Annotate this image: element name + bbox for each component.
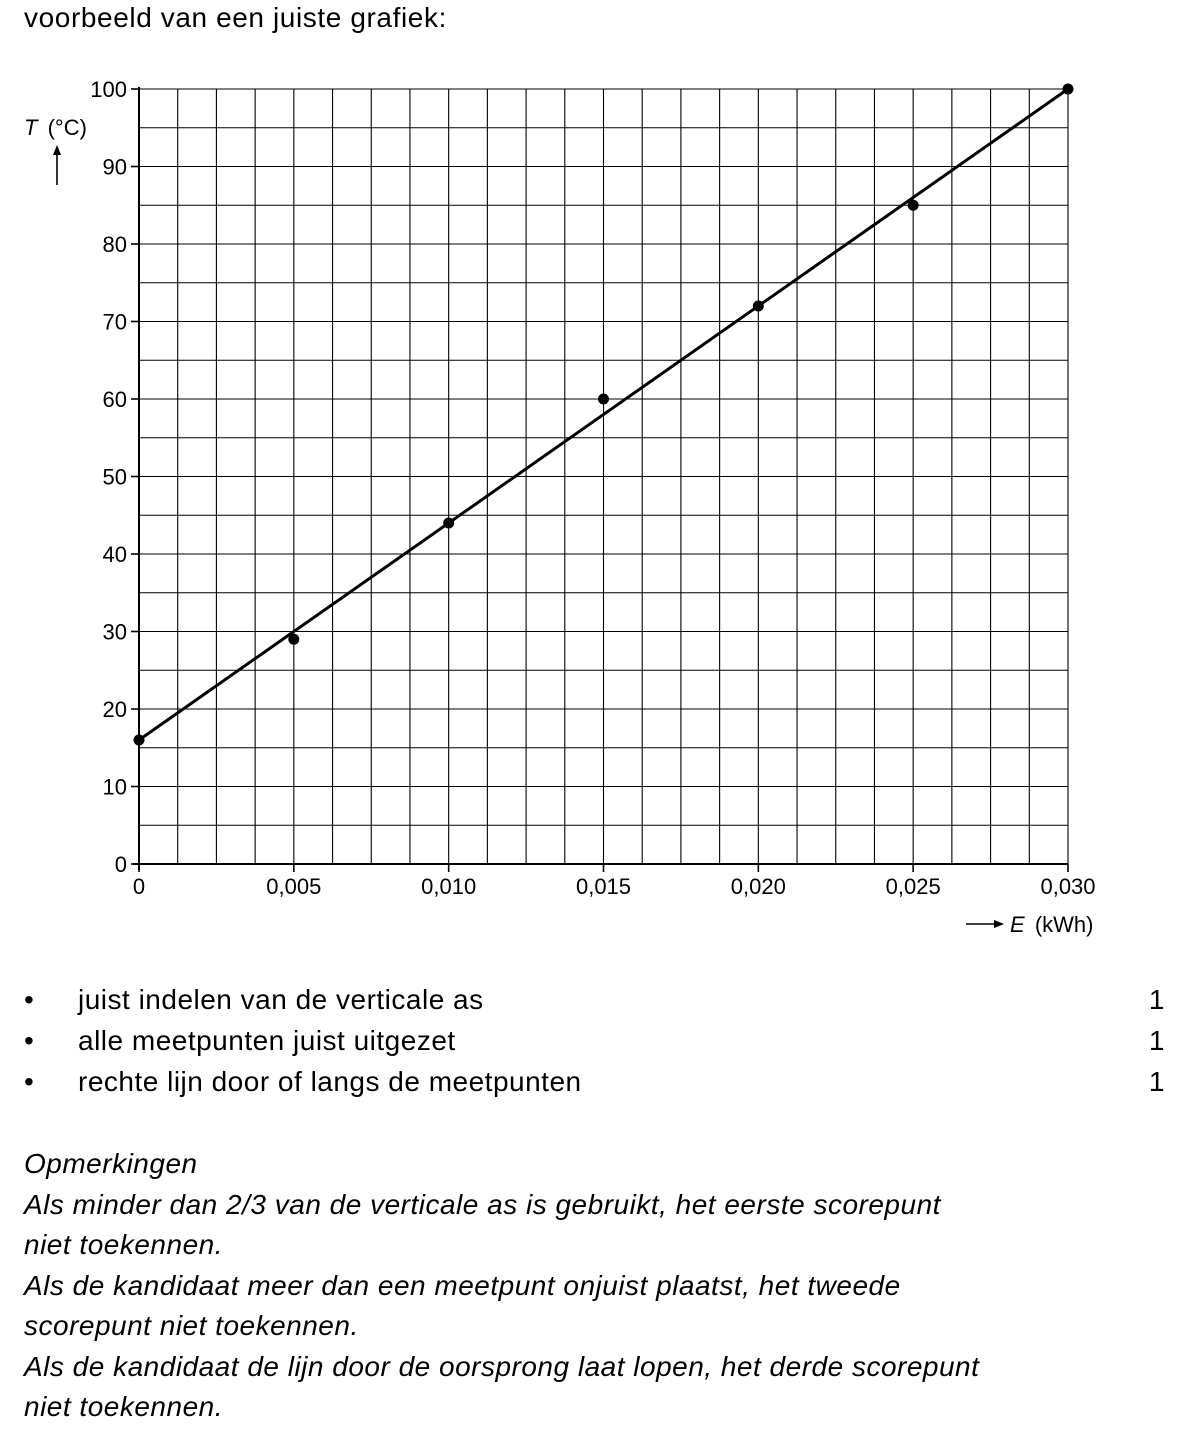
remark-line: Als de kandidaat de lijn door de oorsprong laat lopen, het derde scorepunt <box>24 1350 980 1382</box>
remark-line: Als minder dan 2/3 van de verticale as is gebruikt, het eerste scorepunt <box>24 1188 941 1220</box>
x-tick-label: 0,025 <box>885 874 941 899</box>
y-axis-arrow-icon <box>53 145 61 185</box>
remarks-section <box>24 1144 1144 1428</box>
criterion-row <box>0 1066 1181 1106</box>
bullet: • <box>24 1025 35 1056</box>
intro-text: voorbeeld van een juiste grafiek: <box>24 2 447 33</box>
y-tick-label: 10 <box>102 774 127 800</box>
x-axis-symbol: E <box>1010 912 1025 937</box>
y-tick-label: 50 <box>102 464 127 490</box>
y-axis-unit: (°C) <box>47 115 87 140</box>
criterion-points: 1 <box>1148 984 1165 1015</box>
criterion-points: 1 <box>1148 1025 1165 1056</box>
criterion-text: alle meetpunten juist uitgezet <box>78 1025 456 1056</box>
y-tick-label: 90 <box>102 154 127 180</box>
y-tick-label: 80 <box>102 232 127 257</box>
y-tick-label: 0 <box>114 852 127 877</box>
data-point <box>134 735 145 746</box>
bullet: • <box>24 1066 35 1097</box>
y-tick-label: 60 <box>102 387 127 412</box>
chart-axes <box>133 87 1068 870</box>
y-tick-labels <box>90 77 139 877</box>
remark-line: niet toekennen. <box>24 1391 223 1422</box>
y-tick-label: 30 <box>102 619 127 645</box>
data-point <box>598 394 609 405</box>
criterion-text: rechte lijn door of langs de meetpunten <box>78 1066 582 1097</box>
y-tick-label: 100 <box>90 77 127 102</box>
x-axis-label <box>1010 912 1093 937</box>
x-axis-arrow-icon <box>966 920 1004 928</box>
y-axis-symbol: T <box>24 115 38 140</box>
x-tick-label: 0,005 <box>266 874 322 899</box>
x-tick-label: 0,010 <box>421 874 477 899</box>
x-tick-label: 0 <box>132 874 146 899</box>
remark-line: niet toekennen. <box>24 1229 223 1260</box>
data-point <box>908 200 919 211</box>
data-point <box>443 518 454 529</box>
criterion-row <box>0 984 1181 1024</box>
y-axis-label <box>24 115 87 140</box>
x-tick-label: 0,030 <box>1040 874 1096 899</box>
x-tick-labels <box>133 864 1096 899</box>
remark-line: scorepunt niet toekennen. <box>24 1310 359 1341</box>
data-point <box>1063 84 1074 95</box>
criterion-points: 1 <box>1148 1066 1165 1097</box>
x-tick-label: 0,020 <box>730 874 786 899</box>
y-tick-label: 20 <box>102 697 127 722</box>
x-axis-unit: (kWh) <box>1034 912 1094 937</box>
y-tick-label: 70 <box>102 309 127 335</box>
bullet: • <box>24 984 35 1015</box>
x-tick-label: 0,015 <box>575 874 632 899</box>
remark-line: Als de kandidaat meer dan een meetpunt onjuist plaatst, het tweede <box>24 1269 901 1301</box>
data-point <box>753 301 764 312</box>
remarks-heading: Opmerkingen <box>24 1148 198 1179</box>
criterion-text: juist indelen van de verticale as <box>78 984 484 1015</box>
criterion-row <box>0 1025 1181 1065</box>
y-tick-label: 40 <box>102 542 127 567</box>
data-point <box>288 634 299 645</box>
chart-grid <box>139 89 1068 864</box>
